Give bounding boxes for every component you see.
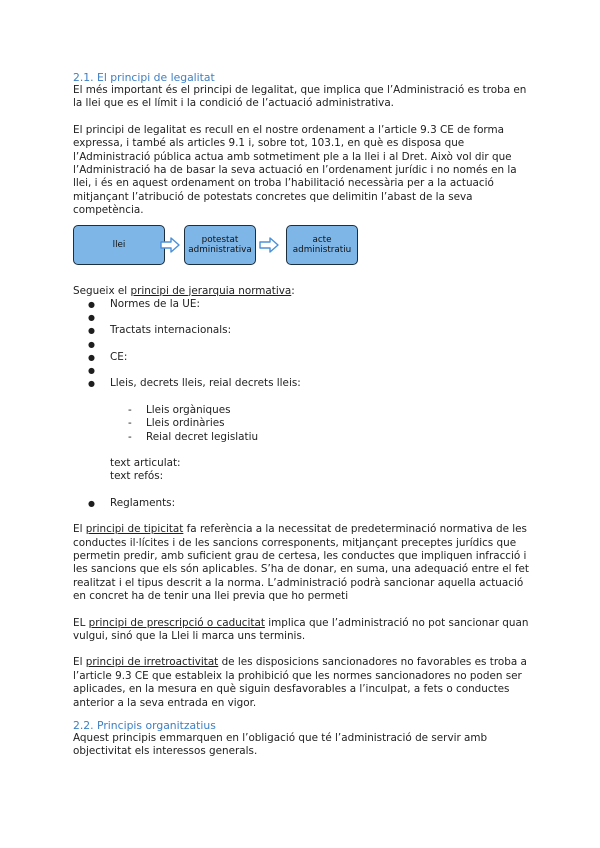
- irretroactivitat-link[interactable]: principi de irretroactivitat: [85, 656, 219, 669]
- sub-list-item: - Lleis orgàniques: [128, 404, 533, 417]
- arrow-right-icon: [160, 237, 180, 253]
- section-heading-legalitat: 2.1. El principi de legalitat: [73, 71, 215, 84]
- sub-list-item: - Reial decret legislatiu: [128, 431, 533, 444]
- reglaments-list: [73, 497, 533, 510]
- diagram-box-potestat: [184, 225, 256, 265]
- diagram-box-acte-line1: acte: [312, 234, 332, 245]
- diagram-box-potestat-line2: administrativa: [188, 244, 252, 255]
- paragraph-legalitat-detail: El principi de legalitat es recull en el nostre ordenament a l’article 9.3 CE de forma expressa, i també als articles 9.1 i, sobre tot, 103.1, en què es disposa que l’Administració pública actua amb sotmetiment ple a la llei i al Dret. Això vol dir que l’Administració ha de basar la seva actuació en l’ordenament jurídic i no només en la llei, i és en aquest ordenament on troba l’habilitació necessària per a la actuació mitjançant l’atribució de potestats concretes que delimitin l’abast de la seva competència.: [73, 123, 517, 217]
- jerarquia-list: [73, 298, 533, 391]
- diagram-box-potestat-line1: potestat: [201, 234, 239, 245]
- diagram-box-llei-label: llei: [112, 239, 126, 250]
- text-refos: text refós:: [110, 470, 164, 483]
- paragraph-tipicitat: El principi de tipicitat fa referència a la necessitat de predeterminació normativa de les conductes il·lícites i de les sancions corresponents, mitjançant preceptes jurídics que permetin predir, amb suficient grau de certesa, les conductes que impliquen infracció i les sancions que els són aplicables. S’ha de donar, en suma, una adequació entre el fet realitzat i el tipus descrit a la norma. L’administració podrà sancionar aquella actuació en concret ha de tenir una llei previa que ho permeti: [73, 523, 529, 603]
- text-articulat: text articulat:: [110, 456, 181, 469]
- list-item: ● CE:: [73, 351, 533, 364]
- paragraph-organitzatius: Aquest principis emmarquen en l’obligació que té l’administració de servir amb objectivitat els interessos generals.: [73, 732, 488, 758]
- paragraph-legalitat-intro: El més important és el principi de legalitat, que implica que l’Administració es troba en la llei que es el límit i la condició de l’actuació administrativa.: [73, 84, 527, 110]
- diagram-box-acte: [286, 225, 358, 265]
- arrow-right-icon: [259, 237, 279, 253]
- diagram-box-llei: [73, 225, 165, 265]
- prescripcio-link[interactable]: principi de prescripció o caducitat: [88, 616, 265, 629]
- lleis-sublist: [73, 404, 533, 444]
- list-item: ● Tractats internacionals:: [73, 324, 533, 337]
- jerarquia-link[interactable]: principi de jerarquia normativa: [130, 284, 292, 297]
- jerarquia-intro: Segueix el principi de jerarquia normativa:: [73, 284, 295, 297]
- document-page: [73, 71, 533, 759]
- list-item: ● Reglaments:: [73, 497, 533, 510]
- section-heading-organitzatius: 2.2. Principis organitzatius: [73, 719, 216, 732]
- list-item: ● Normes de la UE:: [73, 298, 533, 311]
- tipicitat-link[interactable]: principi de tipicitat: [85, 523, 184, 536]
- flow-diagram: [73, 225, 533, 267]
- paragraph-prescripcio: EL principi de prescripció o caducitat implica que l’administració no pot sancionar quan vulgui, sinó que la Llei li marca uns terminis.: [73, 616, 529, 642]
- paragraph-irretroactivitat: El principi de irretroactivitat de les disposicions sancionadores no favorables es troba a l’article 9.3 CE que estableix la prohibició que les normes sancionadores no poden ser aplicades, en la mesura en què siguin desfavorables a l’inculpat, a fets o conductes anterior a la seva entrada en vigor.: [73, 656, 527, 709]
- list-item: ● Lleis, decrets lleis, reial decrets lleis:: [73, 377, 533, 390]
- sub-list-item: - Lleis ordinàries: [128, 417, 533, 430]
- diagram-box-acte-line2: administratiu: [292, 244, 352, 255]
